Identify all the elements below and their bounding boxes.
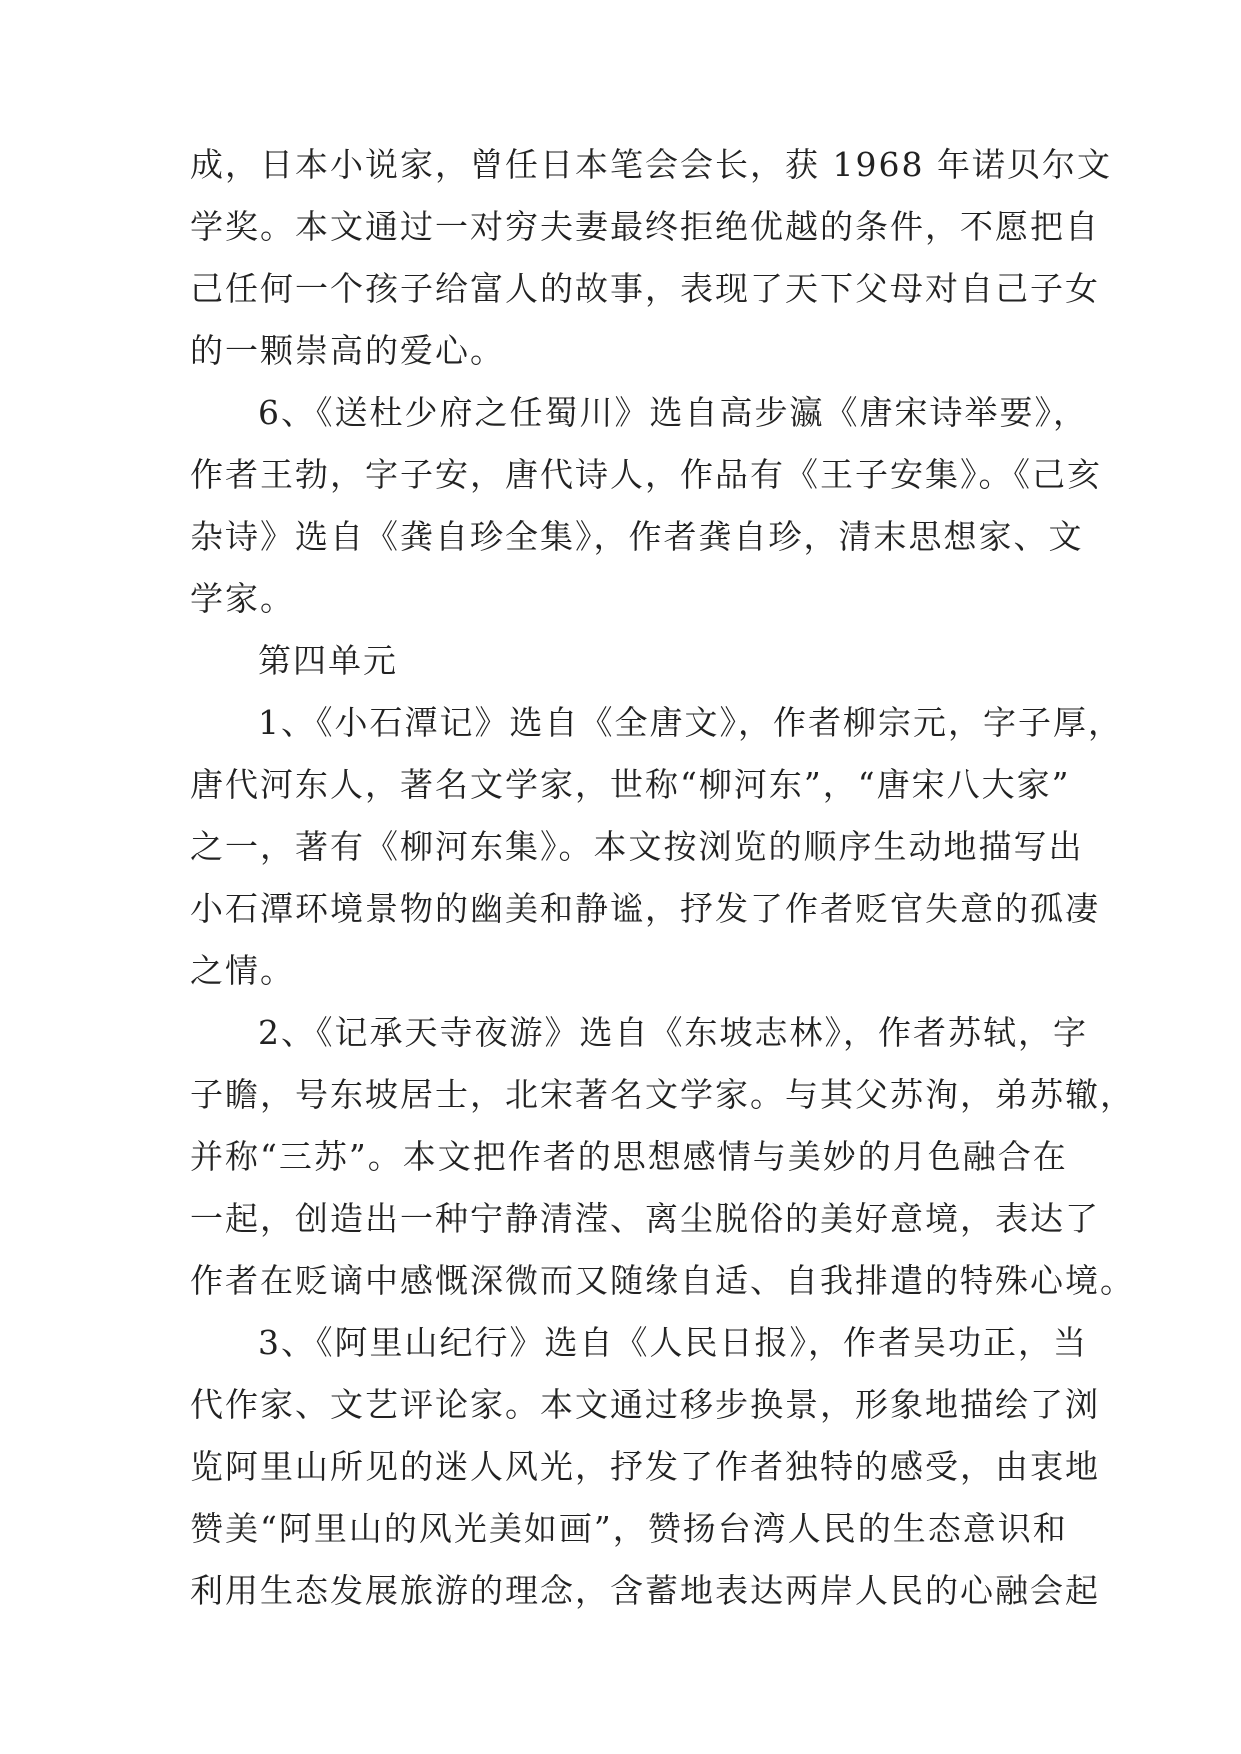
text-line: 成，日本小说家，曾任日本笔会会长，获 1968 年诺贝尔文 xyxy=(190,145,1112,184)
text-line: 并称“三苏”。本文把作者的思想感情与美妙的月色融合在 xyxy=(190,1137,1068,1176)
text-line: 学奖。本文通过一对穷夫妻最终拒绝优越的条件，不愿把自 xyxy=(190,207,1100,246)
text-line: 己任何一个孩子给富人的故事，表现了天下父母对自己子女 xyxy=(190,269,1100,308)
text-line: 赞美“阿里山的风光美如画”，赞扬台湾人民的生态意识和 xyxy=(190,1509,1068,1548)
text-line: 杂诗》选自《龚自珍全集》，作者龚自珍，清末思想家、文 xyxy=(190,517,1084,556)
text-line: 之情。 xyxy=(190,951,295,990)
text-line: 一起，创造出一种宁静清滢、离尘脱俗的美好意境，表达了 xyxy=(190,1199,1100,1238)
text-line: 览阿里山所见的迷人风光，抒发了作者独特的感受，由衷地 xyxy=(190,1447,1100,1486)
text-line: 作者王勃，字子安，唐代诗人，作品有《王子安集》。《己亥 xyxy=(190,455,1102,494)
paragraph-first-line: 3、《阿里山纪行》选自《人民日报》，作者吴功正，当 xyxy=(258,1323,1088,1362)
text-line: 之一，著有《柳河东集》。本文按浏览的顺序生动地描写出 xyxy=(190,827,1084,866)
text-line: 利用生态发展旅游的理念，含蓄地表达两岸人民的心融会起 xyxy=(190,1571,1100,1610)
paragraph-first-line: 6、《送杜少府之任蜀川》选自高步瀛《唐宋诗举要》， xyxy=(258,393,1088,432)
text-line: 代作家、文艺评论家。本文通过移步换景，形象地描绘了浏 xyxy=(190,1385,1100,1424)
text-line: 学家。 xyxy=(190,579,295,618)
paragraph-first-line: 2、《记承天寺夜游》选自《东坡志林》，作者苏轼，字 xyxy=(258,1013,1088,1052)
text-line: 小石潭环境景物的幽美和静谧，抒发了作者贬官失意的孤凄 xyxy=(190,889,1100,928)
section-heading: 第四单元 xyxy=(258,641,398,680)
paragraph-first-line: 1、《小石潭记》选自《全唐文》，作者柳宗元，字子厚， xyxy=(258,703,1123,742)
text-line: 唐代河东人，著名文学家，世称“柳河东”，“唐宋八大家” xyxy=(190,765,1071,804)
text-line: 子瞻，号东坡居士，北宋著名文学家。与其父苏洵，弟苏辙， xyxy=(190,1075,1135,1114)
text-line: 的一颗崇高的爱心。 xyxy=(190,331,505,370)
text-line: 作者在贬谪中感慨深微而又随缘自适、自我排遣的特殊心境。 xyxy=(190,1261,1135,1300)
